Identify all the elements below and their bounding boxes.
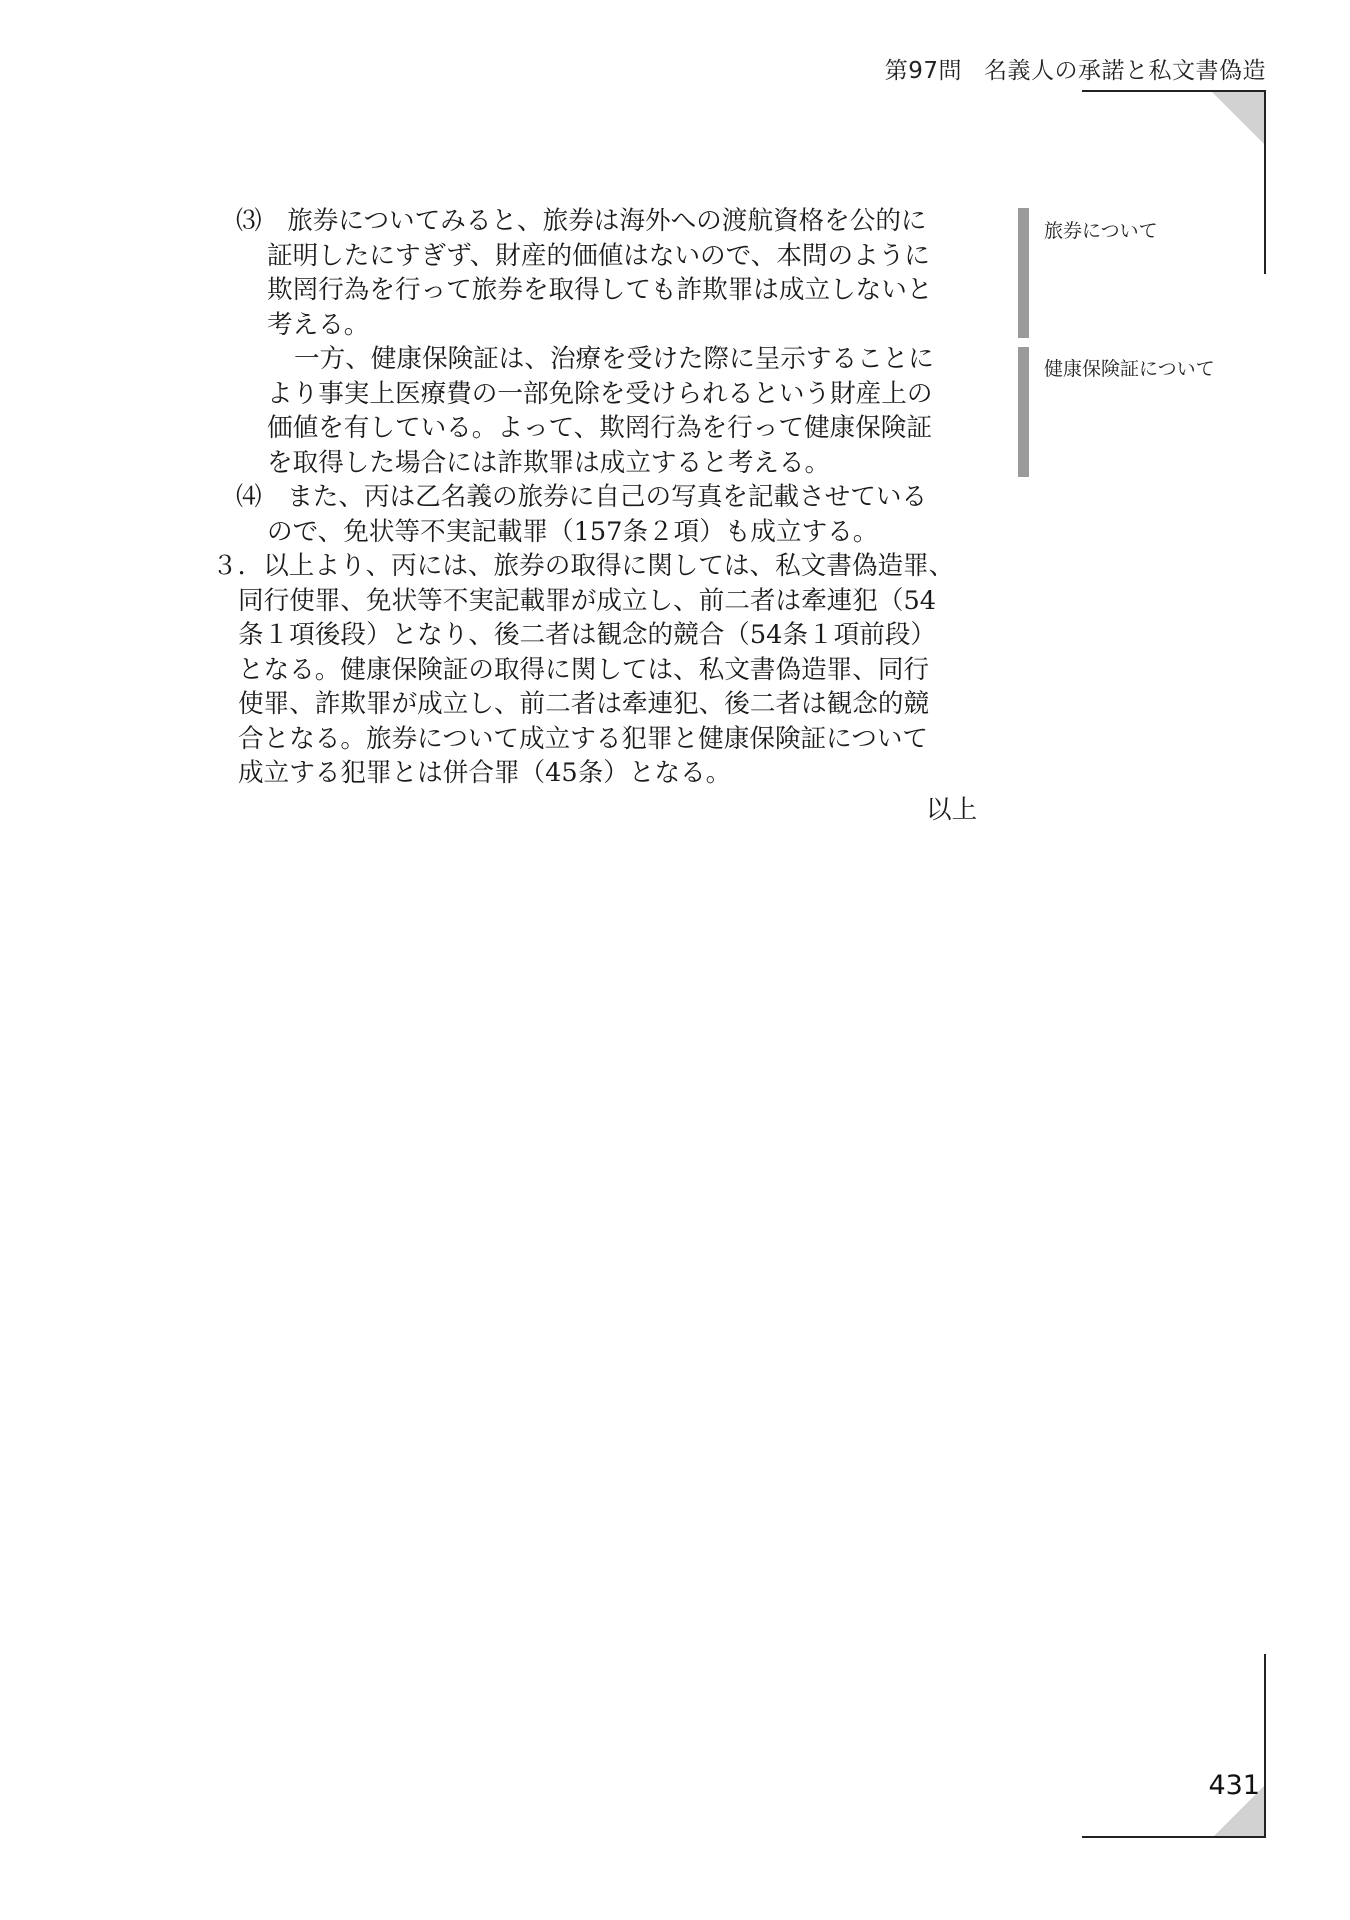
text-line: ３．以上より、丙には、旅券の取得に関しては、私文書偽造罪、: [212, 551, 955, 581]
text-line: 考える。: [267, 310, 370, 340]
text-line: 条１項後段）となり、後二者は観念的競合（54条１項前段）: [238, 620, 937, 650]
problem-number: 第97問: [884, 58, 962, 84]
footer-rule: [1082, 1836, 1266, 1838]
text-line: を取得した場合には詐欺罪は成立すると考える。: [267, 448, 831, 478]
text-line: 同行使罪、免状等不実記載罪が成立し、前二者は牽連犯（54: [238, 586, 937, 616]
chapter-title: 名義人の承諾と私文書偽造: [984, 58, 1266, 84]
text-line: ⑷ また、丙は乙名義の旅券に自己の写真を記載させている: [236, 482, 928, 512]
text-line: 成立する犯罪とは併合罪（45条）となる。: [238, 758, 732, 788]
page-number: 431: [1208, 1770, 1260, 1801]
margin-note-health-insurance: 健康保険証について: [1044, 358, 1215, 380]
margin-rule-bottom: [1264, 1654, 1266, 1838]
text-line: となる。健康保険証の取得に関しては、私文書偽造罪、同行: [238, 655, 930, 685]
text-line: 一方、健康保険証は、治療を受けた際に呈示することに: [294, 344, 934, 374]
closing-mark: 以上: [926, 795, 978, 825]
text-line: 価値を有している。よって、欺罔行為を行って健康保険証: [267, 413, 932, 443]
text-line: 証明したにすぎず、財産的価値はないので、本問のように: [267, 241, 930, 271]
margin-note-passport: 旅券について: [1044, 220, 1158, 242]
text-line: ⑶ 旅券についてみると、旅券は海外への渡航資格を公的に: [236, 206, 927, 236]
text-line: 使罪、詐欺罪が成立し、前二者は牽連犯、後二者は観念的競: [238, 689, 930, 719]
text-line: 欺罔行為を行って旅券を取得しても詐欺罪は成立しないと: [267, 275, 933, 305]
text-line: より事実上医療費の一部免除を受けられるという財産上の: [267, 379, 933, 409]
text-line: 合となる。旅券について成立する犯罪と健康保険証について: [238, 724, 929, 754]
text-line: ので、免状等不実記載罪（157条２項）も成立する。: [267, 517, 879, 547]
